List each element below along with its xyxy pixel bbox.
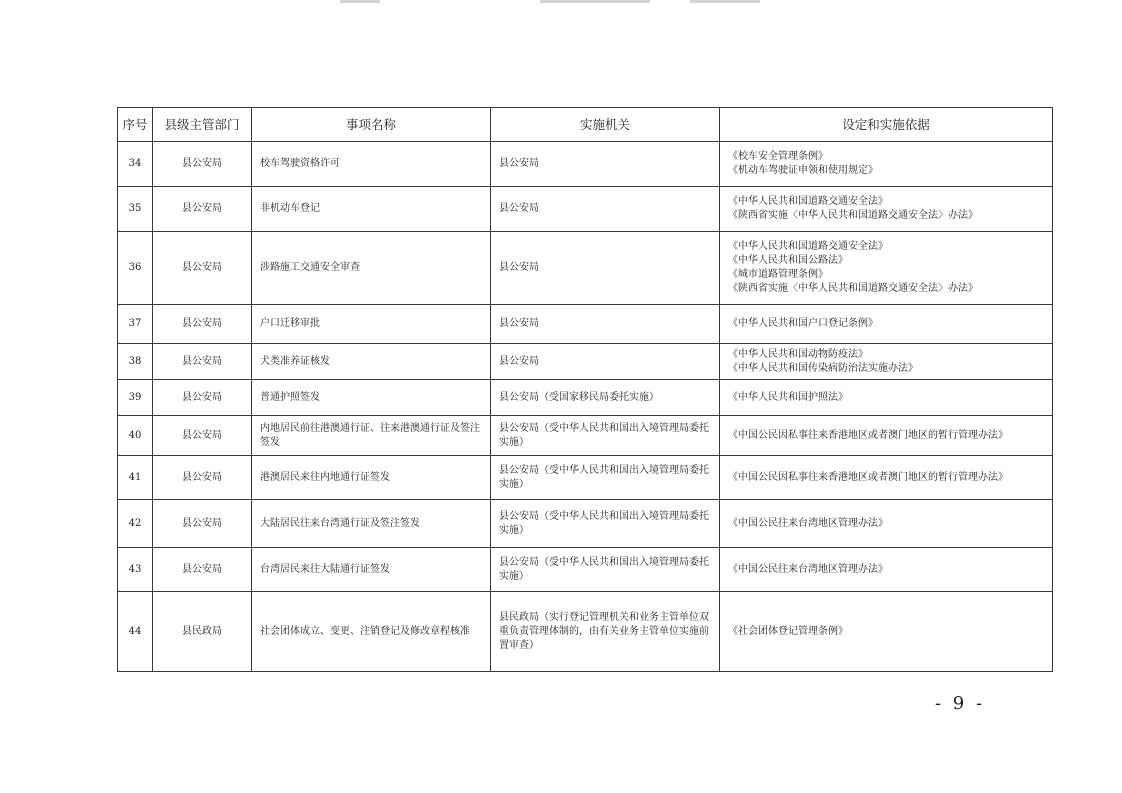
cell-name: 港澳居民来往内地通行证签发 — [252, 456, 491, 500]
basis-line: 《中华人民共和国道路交通安全法》 — [728, 196, 888, 207]
cell-dept: 县公安局 — [153, 500, 252, 548]
cell-basis — [720, 416, 1053, 456]
cell-agency: 县公安局（受中华人民共和国出入境管理局委托实施） — [491, 500, 720, 548]
cell-name: 社会团体成立、变更、注销登记及修改章程核准 — [252, 592, 491, 672]
table-row — [118, 456, 1053, 500]
basis-line: 《校车安全管理条例》 — [728, 151, 828, 162]
cell-agency: 县公安局（受中华人民共和国出入境管理局委托实施） — [491, 548, 720, 592]
cell-basis — [720, 344, 1053, 380]
cell-basis — [720, 456, 1053, 500]
cell-agency: 县公安局（受中华人民共和国出入境管理局委托实施） — [491, 416, 720, 456]
basis-line: 《中华人民共和国护照法》 — [728, 391, 848, 403]
cell-dept: 县公安局 — [153, 456, 252, 500]
table-row — [118, 305, 1053, 344]
cell-dept: 县公安局 — [153, 416, 252, 456]
cell-name: 内地居民前往港澳通行证、往来港澳通行证及签注签发 — [252, 416, 491, 456]
cell-dept: 县公安局 — [153, 380, 252, 416]
basis-line: 《机动车驾驶证申领和使用规定》 — [728, 165, 878, 176]
cell-name: 涉路施工交通安全审查 — [252, 232, 491, 305]
cell-name: 普通护照签发 — [252, 380, 491, 416]
cell-basis — [720, 592, 1053, 672]
cell-agency: 县公安局（受中华人民共和国出入境管理局委托实施） — [491, 456, 720, 500]
basis-line: 《城市道路管理条例》 — [728, 269, 828, 280]
header-agency: 实施机关 — [491, 108, 720, 142]
table-row — [118, 232, 1053, 305]
table-row — [118, 592, 1053, 672]
basis-line: 《中华人民共和国动物防疫法》 — [728, 348, 868, 360]
cell-name: 户口迁移审批 — [252, 305, 491, 344]
cell-dept: 县公安局 — [153, 305, 252, 344]
cell-basis — [720, 548, 1053, 592]
cell-basis — [720, 500, 1053, 548]
basis-line: 《中国公民因私事往来香港地区或者澳门地区的暂行管理办法》 — [728, 429, 1008, 441]
table-row — [118, 548, 1053, 592]
cell-dept: 县公安局 — [153, 142, 252, 187]
table-row — [118, 416, 1053, 456]
cell-no: 44 — [118, 592, 153, 672]
basis-line: 《陕西省实施〈中华人民共和国道路交通安全法〉办法》 — [728, 210, 978, 221]
basis-line: 《中华人民共和国道路交通安全法》 — [728, 241, 888, 252]
cell-no: 35 — [118, 187, 153, 232]
table-row — [118, 380, 1053, 416]
cell-agency: 县公安局 — [491, 305, 720, 344]
basis-line: 《社会团体登记管理条例》 — [728, 625, 848, 637]
cell-dept: 县民政局 — [153, 592, 252, 672]
table-row — [118, 500, 1053, 548]
header-dept: 县级主管部门 — [153, 108, 252, 142]
cell-dept: 县公安局 — [153, 548, 252, 592]
cell-agency: 县公安局 — [491, 344, 720, 380]
header-no: 序号 — [118, 108, 153, 142]
cell-name: 犬类准养证核发 — [252, 344, 491, 380]
cell-basis — [720, 232, 1053, 305]
cell-agency: 县民政局（实行登记管理机关和业务主管单位双重负责管理体制的，由有关业务主管单位实施前置审查） — [491, 592, 720, 672]
cell-no: 41 — [118, 456, 153, 500]
cell-basis — [720, 187, 1053, 232]
table-row — [118, 344, 1053, 380]
basis-line: 《中华人民共和国公路法》 — [728, 255, 848, 266]
cell-dept: 县公安局 — [153, 232, 252, 305]
cell-name: 非机动车登记 — [252, 187, 491, 232]
cell-agency: 县公安局 — [491, 187, 720, 232]
table-row — [118, 187, 1053, 232]
cell-basis — [720, 380, 1053, 416]
basis-line: 《中国公民往来台湾地区管理办法》 — [728, 563, 888, 575]
cell-no: 40 — [118, 416, 153, 456]
cell-name: 大陆居民往来台湾通行证及签注签发 — [252, 500, 491, 548]
basis-line: 《陕西省实施〈中华人民共和国道路交通安全法〉办法》 — [728, 283, 978, 294]
cell-no: 39 — [118, 380, 153, 416]
header-name: 事项名称 — [252, 108, 491, 142]
cell-name: 校车驾驶资格许可 — [252, 142, 491, 187]
cell-agency: 县公安局 — [491, 142, 720, 187]
cell-no: 38 — [118, 344, 153, 380]
page-number: - 9 - — [934, 693, 986, 714]
cell-dept: 县公安局 — [153, 187, 252, 232]
cell-agency: 县公安局 — [491, 232, 720, 305]
table-row — [118, 142, 1053, 187]
items-table — [117, 107, 1053, 672]
scan-artifact — [690, 0, 760, 3]
table-header-row — [118, 108, 1053, 142]
cell-no: 36 — [118, 232, 153, 305]
header-basis: 设定和实施依据 — [720, 108, 1053, 142]
scan-artifact — [340, 0, 380, 3]
cell-no: 37 — [118, 305, 153, 344]
cell-basis — [720, 305, 1053, 344]
basis-line: 《中国公民因私事往来香港地区或者澳门地区的暂行管理办法》 — [728, 471, 1008, 483]
basis-line: 《中国公民往来台湾地区管理办法》 — [728, 517, 888, 529]
scan-artifact — [540, 0, 650, 3]
cell-name: 台湾居民来往大陆通行证签发 — [252, 548, 491, 592]
cell-no: 42 — [118, 500, 153, 548]
cell-no: 34 — [118, 142, 153, 187]
basis-line: 《中华人民共和国户口登记条例》 — [728, 318, 878, 329]
cell-dept: 县公安局 — [153, 344, 252, 380]
cell-no: 43 — [118, 548, 153, 592]
cell-basis — [720, 142, 1053, 187]
table-body — [118, 142, 1053, 672]
cell-agency: 县公安局（受国家移民局委托实施） — [491, 380, 720, 416]
basis-line: 《中华人民共和国传染病防治法实施办法》 — [728, 362, 918, 374]
